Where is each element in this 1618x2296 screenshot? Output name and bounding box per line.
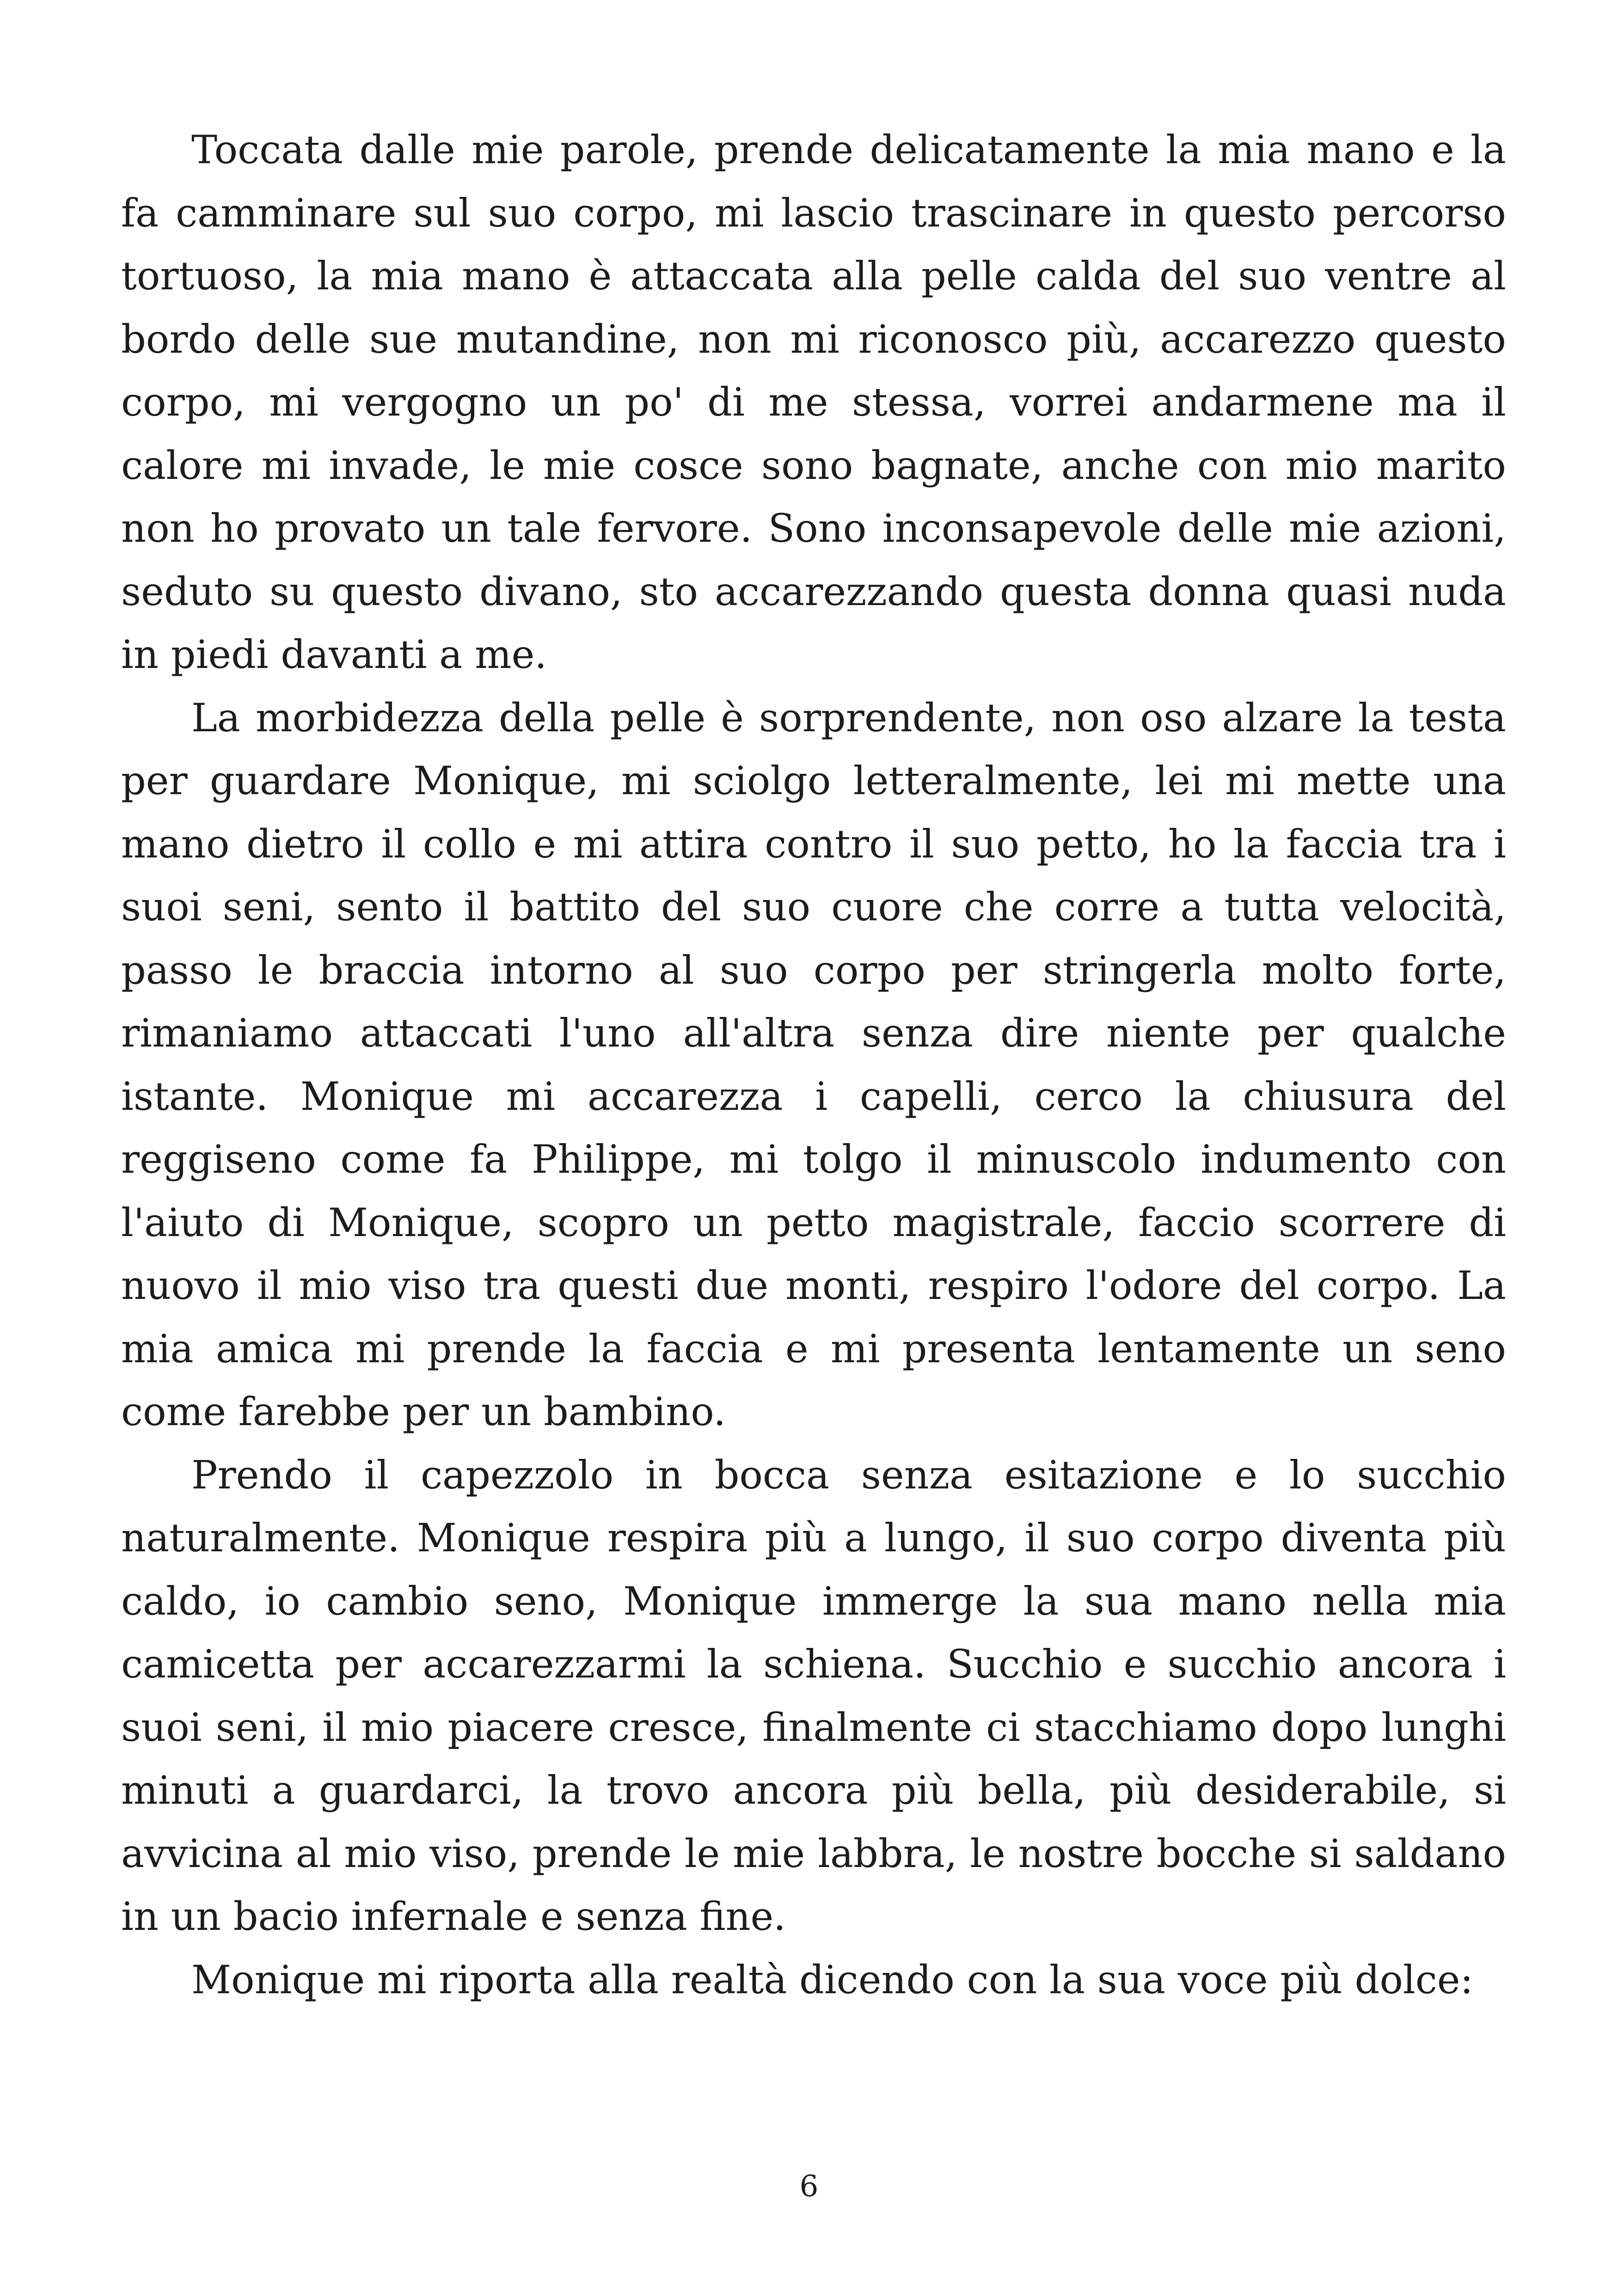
page-number: 6 — [799, 2169, 819, 2204]
body-text — [121, 118, 1506, 2011]
paragraph-1: Toccata dalle mie parole, prende delicatamente la mia mano e la fa camminare sul suo corpo, mi lascio trascinare in questo percorso tortuoso, la mia mano è attaccata alla pelle calda del suo ventre al bordo delle sue mutandine, non mi riconosco più, accarezzo questo corpo, mi vergogno un po' di me stessa, vorrei andarmene ma il calore mi invade, le mie cosce sono bagnate, anche con mio marito non ho provato un tale fervore. Sono inconsapevole delle mie azioni, seduto su questo divano, sto accarezzando questa donna quasi nuda in piedi davanti a me. — [121, 127, 1506, 677]
paragraph-3: Prendo il capezzolo in bocca senza esitazione e lo succhio naturalmente. Monique respira più a lungo, il suo corpo diventa più caldo, io cambio seno, Monique immerge la sua mano nella mia camicetta per accarezzarmi la schiena. Succhio e succhio ancora i suoi seni, il mio piacere cresce, finalmente ci stacchiamo dopo lunghi minuti a guardarci, la trovo ancora più bella, più desiderabile, si avvicina al mio viso, prende le mie labbra, le nostre bocche si saldano in un bacio infernale e senza fine. — [121, 1452, 1506, 1939]
paragraph-2: La morbidezza della pelle è sorprendente, non oso alzare la testa per guardare Monique, mi sciolgo letteralmente, lei mi mette una mano dietro il collo e mi attira contro il suo petto, ho la faccia tra i suoi seni, sento il battito del suo cuore che corre a tutta velocità, passo le braccia intorno al suo corpo per stringerla molto forte, rimaniamo attaccati l'uno all'altra senza dire niente per qualche istante. Monique mi accarezza i capelli, cerco la chiusura del reggiseno come fa Philippe, mi tolgo il minuscolo indumento con l'aiuto di Monique, scopro un petto magistrale, faccio scorrere di nuovo il mio viso tra questi due monti, respiro l'odore del corpo. La mia amica mi prende la faccia e mi presenta lentamente un seno come farebbe per un bambino. — [121, 695, 1506, 1434]
paragraph-4: Monique mi riporta alla realtà dicendo con la sua voce più dolce: — [191, 1957, 1473, 2002]
